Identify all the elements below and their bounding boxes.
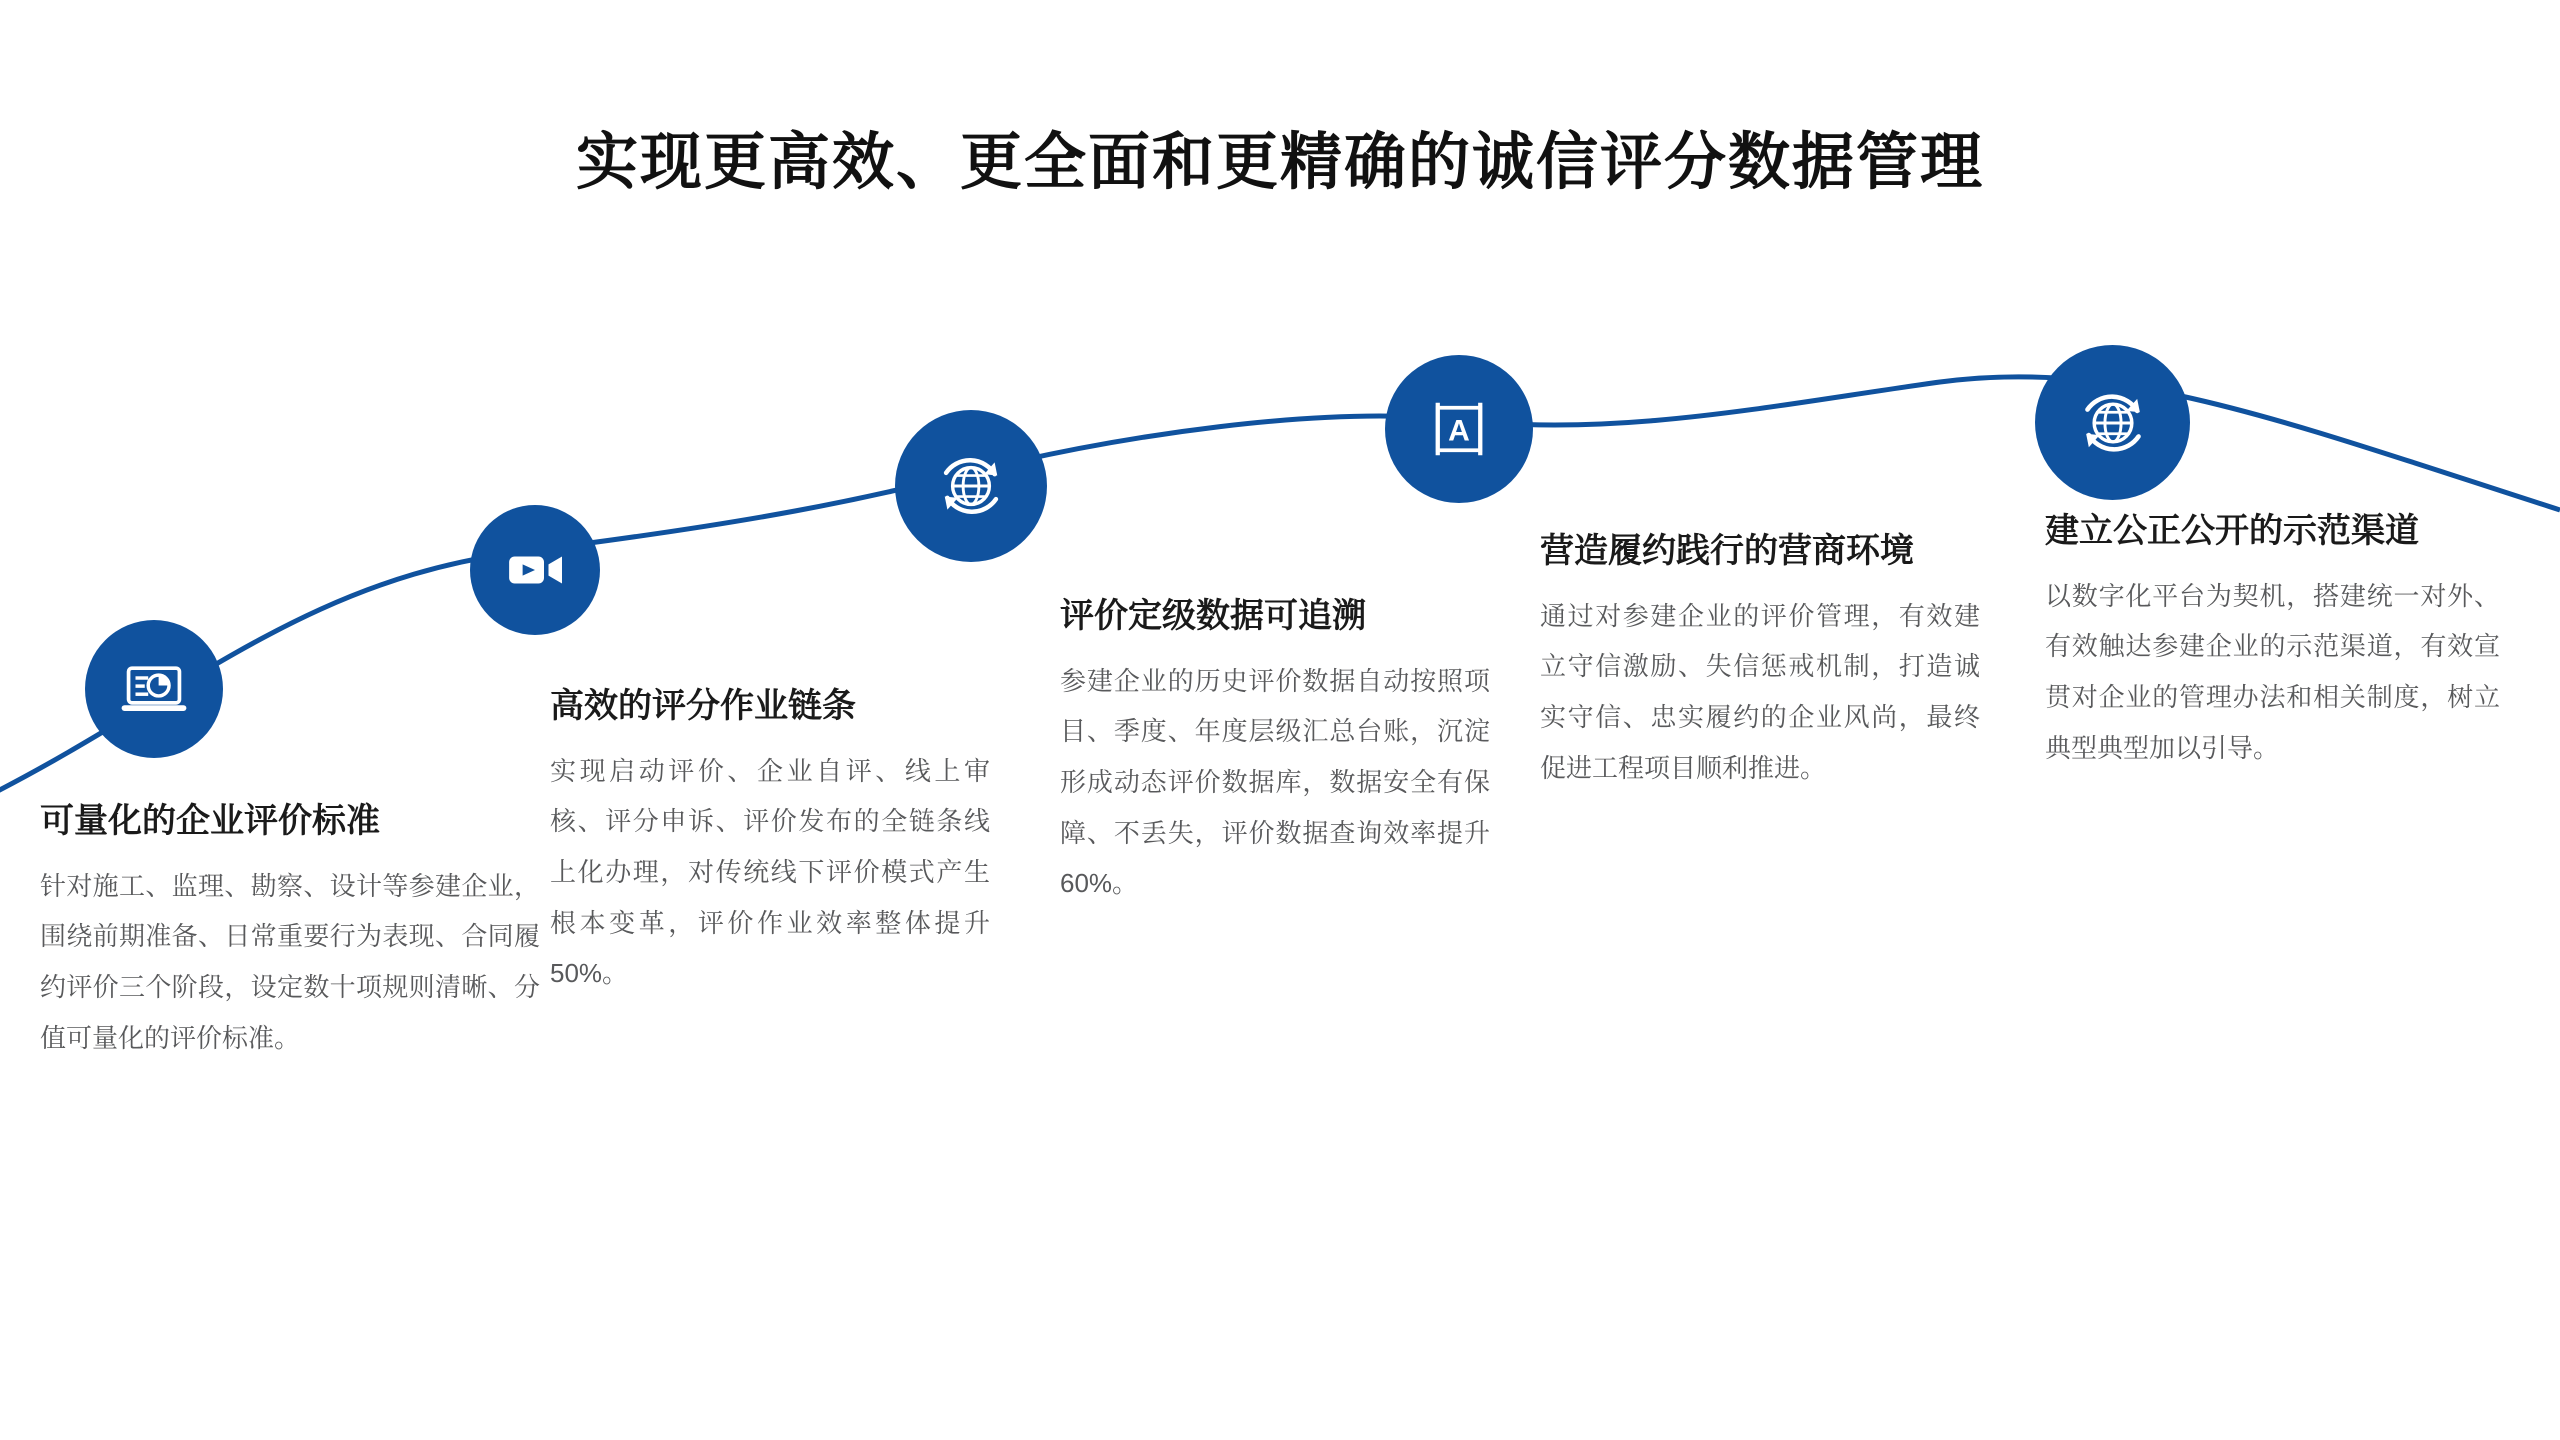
step-body-5: 以数字化平台为契机，搭建统一对外、有效触达参建企业的示范渠道，有效宣贯对企业的管理办法和相关制度，树立典型典型加以引导。	[2045, 580, 2500, 763]
step-heading-3: 评价定级数据可追溯	[1060, 597, 1366, 635]
step-node-2[interactable]	[470, 505, 600, 635]
step-text-3	[1060, 595, 1490, 909]
step-text-2	[550, 685, 990, 999]
step-heading-2: 高效的评分作业链条	[550, 687, 856, 725]
artboard-a-icon	[1419, 389, 1499, 469]
laptop-chart-icon	[117, 652, 191, 726]
step-heading-4: 营造履约践行的营商环境	[1540, 532, 1914, 570]
page-title: 实现更高效、更全面和更精确的诚信评分数据管理	[575, 128, 1984, 197]
step-text-5	[2045, 510, 2500, 773]
globe-refresh-icon	[929, 444, 1013, 528]
step-text-4	[1540, 530, 1980, 793]
step-body-2: 实现启动评价、企业自评、线上审核、评分申诉、评价发布的全链条线上化办理，对传统线下评价模式产生根本变革，评价作业效率整体提升50%。	[550, 755, 990, 989]
svg-text:A: A	[1448, 414, 1470, 448]
step-text-1	[40, 800, 540, 1063]
step-node-4[interactable]	[1385, 355, 1533, 503]
globe-refresh-icon	[2070, 380, 2156, 466]
video-camera-icon	[499, 534, 571, 606]
step-node-1[interactable]	[85, 620, 223, 758]
step-heading-1: 可量化的企业评价标准	[40, 802, 380, 840]
step-body-3: 参建企业的历史评价数据自动按照项目、季度、年度层级汇总台账，沉淀形成动态评价数据库，数据安全有保障、不丢失，评价数据查询效率提升60%。	[1060, 665, 1490, 899]
step-body-1: 针对施工、监理、勘察、设计等参建企业，围绕前期准备、日常重要行为表现、合同履约评价三个阶段，设定数十项规则清晰、分值可量化的评价标准。	[40, 870, 540, 1053]
step-heading-5: 建立公正公开的示范渠道	[2045, 512, 2419, 550]
step-node-5[interactable]	[2035, 345, 2190, 500]
step-body-4: 通过对参建企业的评价管理，有效建立守信激励、失信惩戒机制，打造诚实守信、忠实履约的企业风尚，最终促进工程项目顺利推进。	[1540, 600, 1980, 783]
step-node-3[interactable]	[895, 410, 1047, 562]
